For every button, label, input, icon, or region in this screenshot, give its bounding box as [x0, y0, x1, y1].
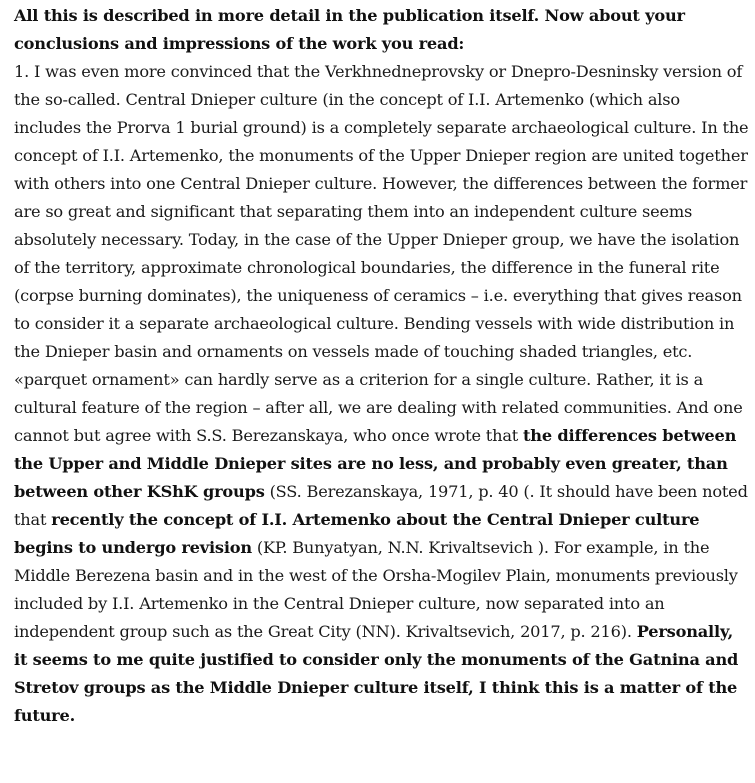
- emphasis-differences: the differences between the Upper and Middle Dnieper sites are no less, and probably even greater, than between other KShK groups: [14, 426, 737, 501]
- paragraph-text: 1. I was even more convinced that the Verkhnedneprovsky or Dnepro-Desninsky version of the so-called. Central Dnieper culture (in the concept of I.I. Artemenko (which also includes the Prorva 1 burial ground) is a completely separate archaeological culture. In the concept of I.I. Artemenko, the monuments of the Upper Dnieper region are united together with others into one Central Dnieper culture. However, the differences between the former are so great and significant that separating them into an independent culture seems absolutely necessary. Today, in the case of the Upper Dnieper group, we have the isolation of the territory, approximate chronological boundaries, the difference in the funeral rite (corpse burning dominates), the uniqueness of ceramics – i.e. everything that gives reason to consider it a separate archaeological culture. Bending vessels with wide distribution in the Dnieper basin and ornaments on vessels made of touching shaded triangles, etc. «parquet ornament» can hardly serve as a criterion for a single culture. Rather, it is a cultural feature of the region – after all, we are dealing with related communities. And one cannot but agree with S.S. Berezanskaya, who once wrote that: [14, 62, 749, 445]
- emphasis-conclusion: Personally, it seems to me quite justified to consider only the monuments of the Gatnina and Stretov groups as the Middle Dnieper culture itself, I think this is a matter of the future.: [14, 622, 739, 725]
- example-text: (KP. Bunyatyan, N.N. Krivaltsevich ). For example, in the Middle Berezena basin and in the west of the Orsha-Mogilev Plain, monuments previously included by I.I. Artemenko in the Central Dnieper culture, now separated into an independent group such as the Great City (NN). Krivaltsevich, 2017, p. 216).: [14, 538, 738, 641]
- emphasis-revision: recently the concept of I.I. Artemenko about the Central Dnieper culture begins to undergo revision: [14, 510, 700, 557]
- citation-text: (SS. Berezanskaya, 1971, p. 40 (. It should have been noted that: [14, 482, 748, 529]
- article-paragraph: [14, 2, 750, 730]
- intro-heading: All this is described in more detail in the publication itself. Now about your conclusions and impressions of the work you read:: [14, 6, 685, 53]
